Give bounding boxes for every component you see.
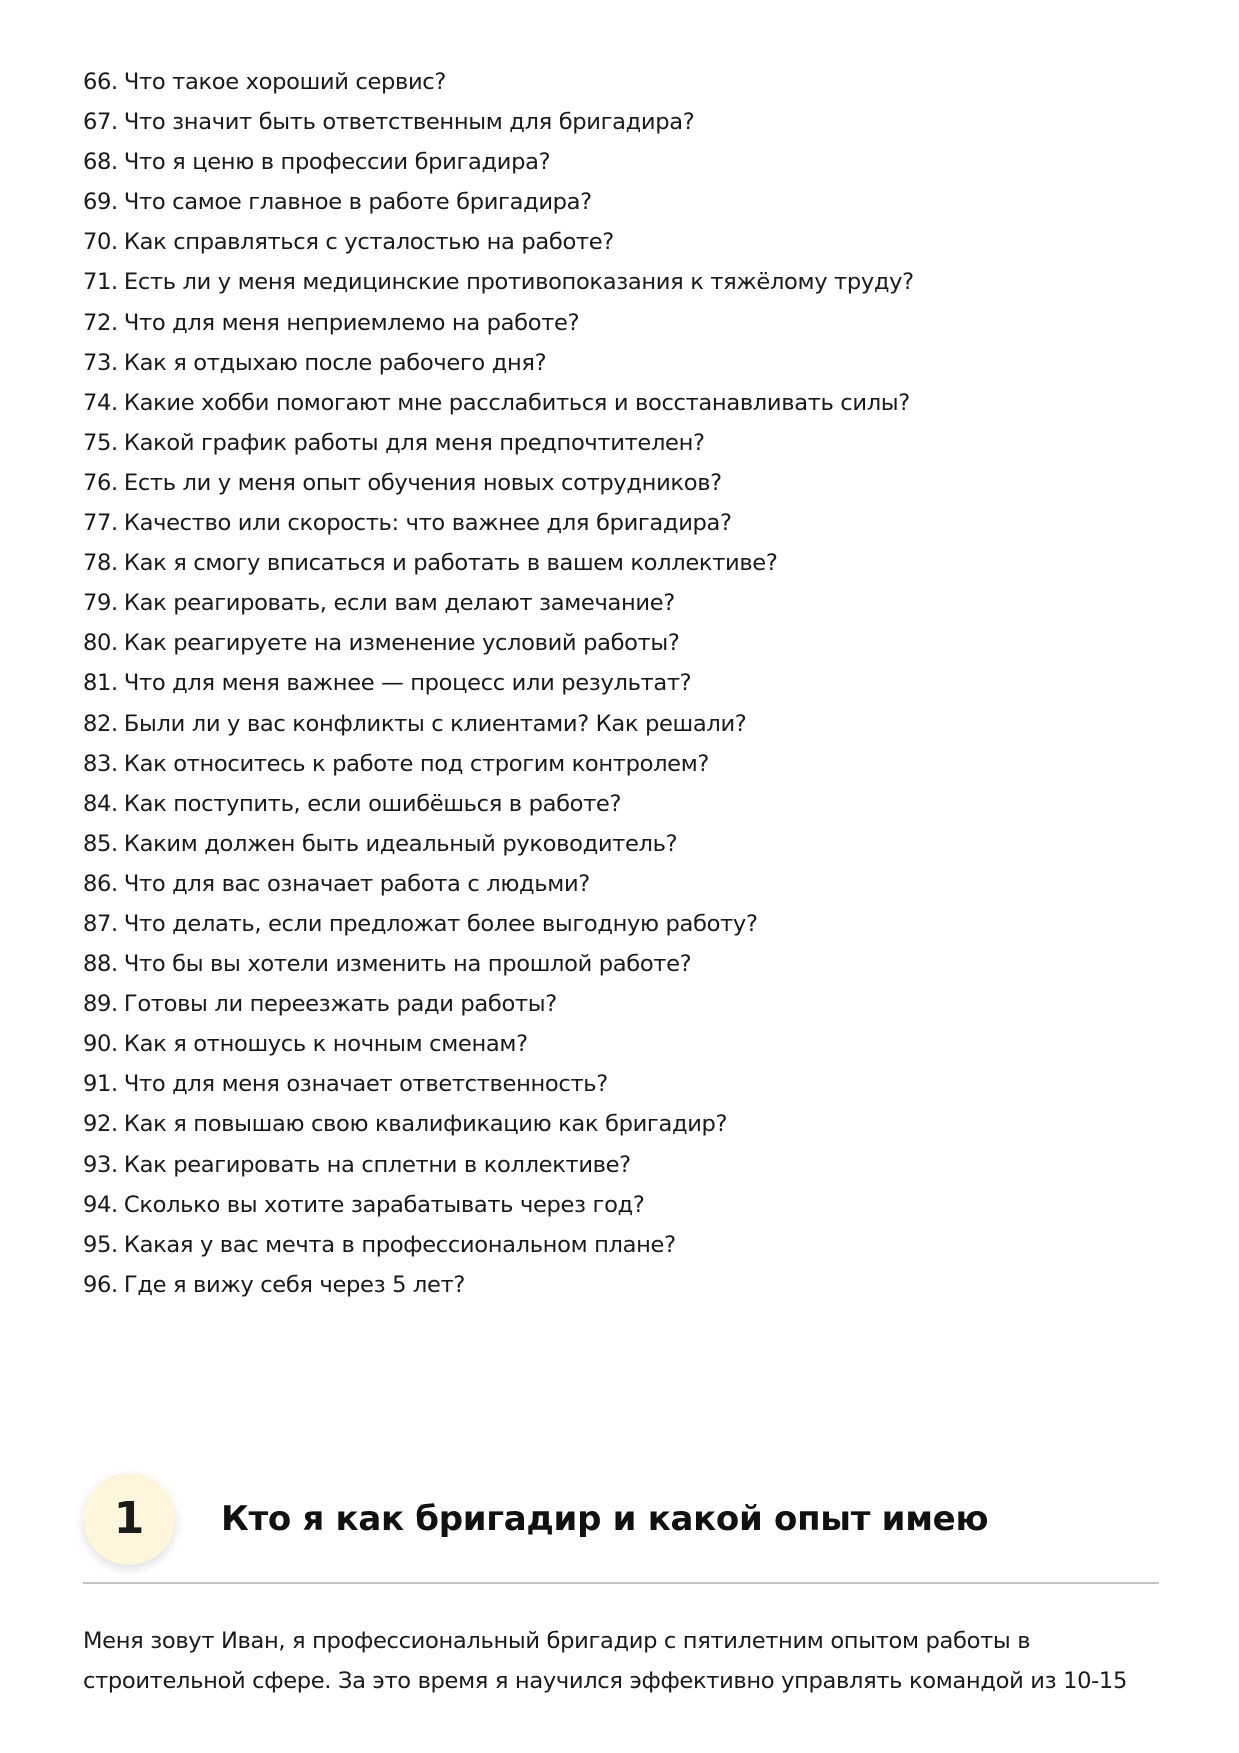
question-text: Как относитесь к работе под строгим контролем? (123, 750, 710, 777)
question-text: Что делать, если предложат более выгодную работу? (123, 910, 758, 937)
section-title: Кто я как бригадир и какой опыт имею (221, 1499, 989, 1539)
list-item (83, 1064, 914, 1104)
question-text: Как реагировать на сплетни в коллективе? (123, 1151, 631, 1178)
question-text: Что бы вы хотели изменить на прошлой работе? (123, 951, 692, 978)
question-text: Что для меня означает ответственность? (123, 1071, 608, 1098)
question-number: 94. (83, 1191, 118, 1218)
list-item (83, 784, 914, 824)
question-number: 89. (83, 991, 118, 1018)
question-number: 84. (83, 790, 118, 817)
question-number: 82. (83, 710, 118, 737)
question-number: 67. (83, 109, 118, 136)
question-text: Как справляться с усталостью на работе? (123, 229, 614, 256)
question-number: 86. (83, 870, 118, 897)
question-number: 77. (83, 510, 118, 537)
list-item (83, 62, 914, 102)
list-item (83, 744, 914, 784)
list-item (83, 102, 914, 142)
list-item (83, 182, 914, 222)
question-text: Что для меня важнее — процесс или результат? (123, 670, 692, 697)
question-number: 80. (83, 630, 118, 657)
question-number: 93. (83, 1151, 118, 1178)
question-text: Есть ли у меня опыт обучения новых сотрудников? (123, 469, 722, 496)
question-text: Качество или скорость: что важнее для бригадира? (123, 510, 732, 537)
list-item (83, 343, 914, 383)
list-item (83, 583, 914, 623)
paragraph-line: Меня зовут Иван, я профессиональный бригадир с пятилетним опытом работы в (83, 1628, 1031, 1654)
question-number: 88. (83, 951, 118, 978)
question-text: Что значит быть ответственным для бригадира? (123, 109, 695, 136)
question-number: 73. (83, 349, 118, 376)
question-text: Какая у вас мечта в профессиональном плане? (123, 1231, 676, 1258)
question-number: 92. (83, 1111, 118, 1138)
question-text: Что для меня неприемлемо на работе? (123, 309, 580, 336)
question-number: 96. (83, 1271, 118, 1298)
list-item (83, 423, 914, 463)
list-item (83, 704, 914, 744)
list-item (83, 383, 914, 423)
question-text: Есть ли у меня медицинские противопоказания к тяжёлому труду? (123, 269, 914, 296)
question-text: Как я смогу вписаться и работать в вашем коллективе? (123, 550, 778, 577)
section-header (83, 1473, 1159, 1584)
question-number: 83. (83, 750, 118, 777)
list-item (83, 1225, 914, 1265)
list-item (83, 944, 914, 984)
question-text: Как я отдыхаю после рабочего дня? (123, 349, 547, 376)
list-item (83, 1265, 914, 1305)
list-item (83, 1104, 914, 1144)
question-text: Какой график работы для меня предпочтителен? (123, 429, 705, 456)
section-paragraph (83, 1621, 1159, 1701)
question-number: 79. (83, 590, 118, 617)
question-text: Как реагировать, если вам делают замечание? (123, 590, 675, 617)
question-text: Как реагируете на изменение условий работы? (123, 630, 680, 657)
question-number: 87. (83, 910, 118, 937)
question-text: Что такое хороший сервис? (123, 69, 447, 95)
list-item (83, 262, 914, 302)
list-item (83, 1185, 914, 1225)
paragraph-line: строительной сфере. За это время я научился эффективно управлять командой из 10-15 (83, 1668, 1127, 1695)
question-text: Что я ценю в профессии бригадира? (123, 149, 551, 176)
list-item (83, 142, 914, 182)
list-item (83, 463, 914, 503)
list-item (83, 984, 914, 1024)
question-text: Как я повышаю свою квалификацию как бригадир? (123, 1111, 728, 1138)
question-list (83, 62, 914, 1305)
question-number: 72. (83, 309, 118, 336)
question-number: 70. (83, 229, 118, 256)
question-number: 95. (83, 1231, 118, 1258)
question-text: Готовы ли переезжать ради работы? (123, 991, 557, 1018)
list-item (83, 1024, 914, 1064)
question-number: 90. (83, 1031, 118, 1058)
list-item (83, 824, 914, 864)
question-number: 85. (83, 830, 118, 857)
list-item (83, 503, 914, 543)
question-number: 75. (83, 429, 118, 456)
question-text: Были ли у вас конфликты с клиентами? Как решали? (123, 710, 747, 737)
question-number: 78. (83, 550, 118, 577)
question-text: Каким должен быть идеальный руководитель? (123, 830, 678, 857)
list-item (83, 303, 914, 343)
list-item (83, 222, 914, 262)
question-text: Какие хобби помогают мне расслабиться и восстанавливать силы? (123, 389, 910, 416)
list-item (83, 623, 914, 663)
question-text: Как поступить, если ошибёшься в работе? (123, 790, 622, 817)
question-number: 68. (83, 149, 118, 176)
question-text: Сколько вы хотите зарабатывать через год? (123, 1191, 645, 1218)
question-number: 91. (83, 1071, 118, 1098)
question-text: Как я отношусь к ночным сменам? (123, 1031, 528, 1058)
question-number: 76. (83, 469, 118, 496)
question-number: 74. (83, 389, 118, 416)
question-text: Что для вас означает работа с людьми? (123, 870, 590, 897)
question-text: Где я вижу себя через 5 лет? (123, 1271, 466, 1298)
list-item (83, 663, 914, 703)
question-number: 71. (83, 269, 118, 296)
question-number: 66. (83, 69, 118, 95)
question-text: Что самое главное в работе бригадира? (123, 189, 592, 216)
list-item (83, 904, 914, 944)
question-number: 69. (83, 189, 118, 216)
question-number: 81. (83, 670, 118, 697)
list-item (83, 864, 914, 904)
section-number-badge: 1 (83, 1473, 175, 1565)
list-item (83, 543, 914, 583)
list-item (83, 1145, 914, 1185)
